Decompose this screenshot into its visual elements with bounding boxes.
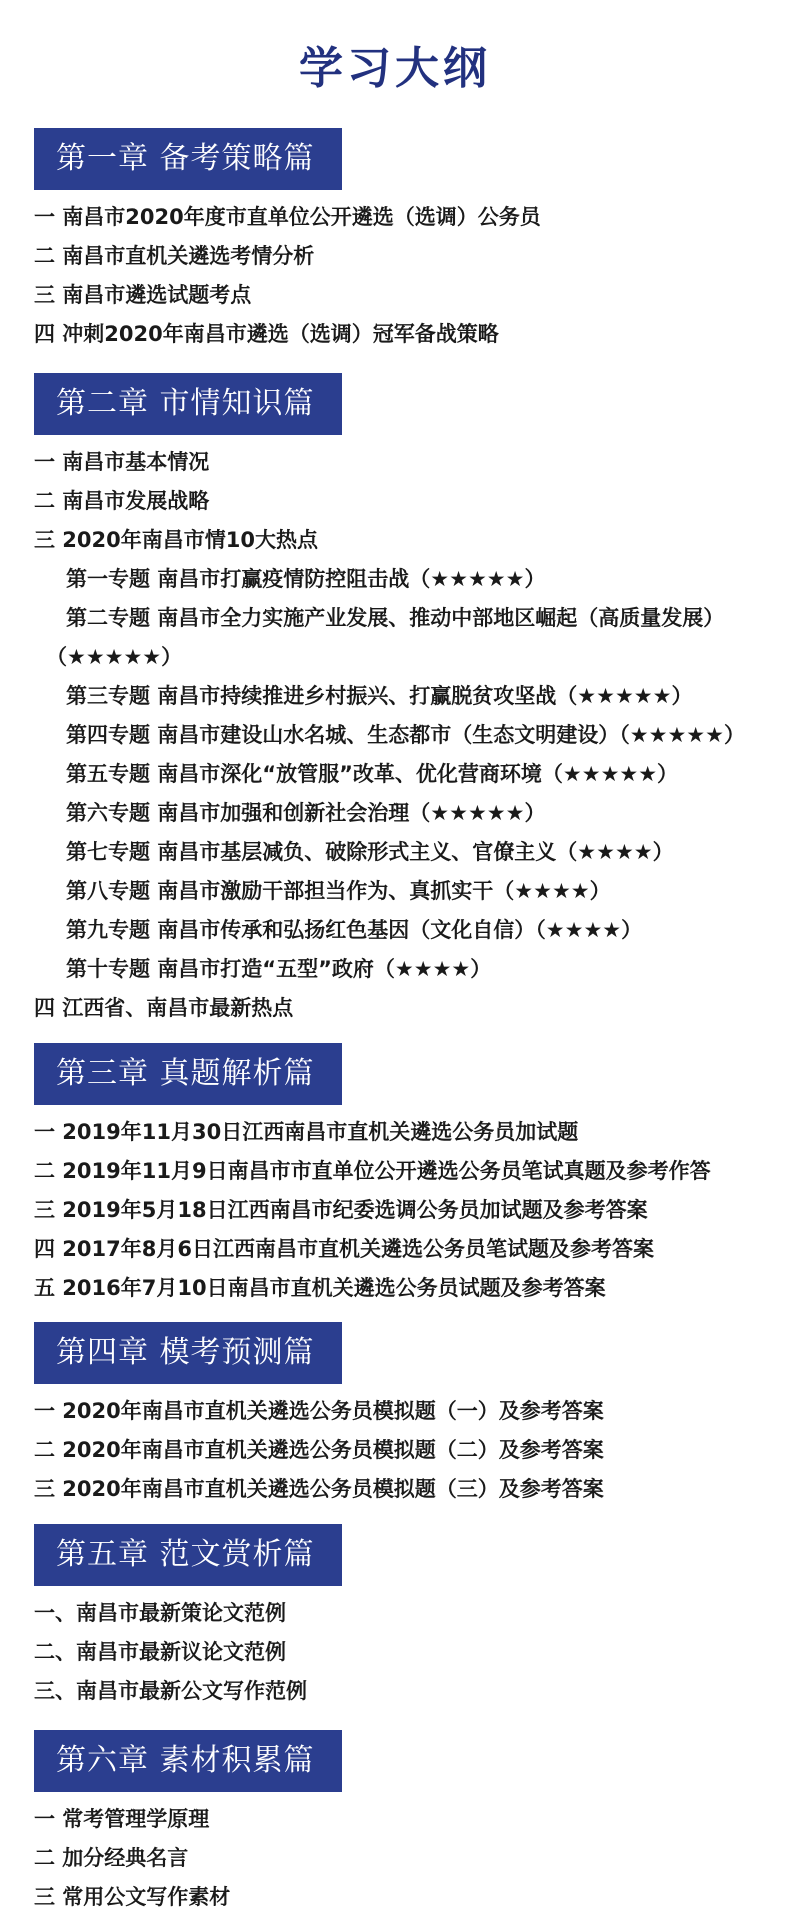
list-item: 二 2020年南昌市直机关遴选公务员模拟题（二）及参考答案 bbox=[34, 1438, 604, 1462]
topic-item: 第一专题 南昌市打赢疫情防控阻击战（★★★★★） bbox=[66, 567, 546, 591]
chapter-heading: 第五章 范文赏析篇 bbox=[34, 1524, 342, 1586]
topic-item: 第五专题 南昌市深化“放管服”改革、优化营商环境（★★★★★） bbox=[66, 762, 679, 786]
list-item: 三 2019年5月18日江西南昌市纪委选调公务员加试题及参考答案 bbox=[34, 1198, 648, 1222]
list-item: 四 冲刺2020年南昌市遴选（选调）冠军备战策略 bbox=[34, 322, 499, 346]
chapter-4-list bbox=[0, 1392, 604, 1509]
topic-item: 第二专题 南昌市全力实施产业发展、推动中部地区崛起（高质量发展） bbox=[66, 606, 725, 630]
list-item: 二 南昌市直机关遴选考情分析 bbox=[34, 244, 315, 268]
topic-item: 第九专题 南昌市传承和弘扬红色基因（文化自信）（★★★★） bbox=[66, 918, 643, 942]
chapter-5-list bbox=[0, 1594, 342, 1711]
chapter-2-section bbox=[0, 373, 745, 1028]
list-item: 五 2016年7月10日南昌市直机关遴选公务员试题及参考答案 bbox=[34, 1276, 606, 1300]
chapter-3-list bbox=[0, 1113, 711, 1308]
chapter-heading: 第六章 素材积累篇 bbox=[34, 1730, 342, 1792]
list-item: 一 南昌市2020年度市直单位公开遴选（选调）公务员 bbox=[34, 205, 541, 229]
chapter-heading: 第二章 市情知识篇 bbox=[34, 373, 342, 435]
chapter-4-section bbox=[0, 1322, 604, 1509]
list-item: 三 南昌市遴选试题考点 bbox=[34, 283, 252, 307]
list-item: 三 2020年南昌市情10大热点 bbox=[34, 528, 318, 552]
list-item: 四 2017年8月6日江西南昌市直机关遴选公务员笔试题及参考答案 bbox=[34, 1237, 654, 1261]
list-item: 二、南昌市最新议论文范例 bbox=[34, 1640, 286, 1664]
list-item: 二 加分经典名言 bbox=[34, 1846, 189, 1870]
list-item: 三、南昌市最新公文写作范例 bbox=[34, 1679, 307, 1703]
chapter-6-section bbox=[0, 1730, 342, 1917]
topic-item: 第七专题 南昌市基层减负、破除形式主义、官僚主义（★★★★） bbox=[66, 840, 674, 864]
list-item: 三 常用公文写作素材 bbox=[34, 1885, 231, 1909]
chapter-heading: 第一章 备考策略篇 bbox=[34, 128, 342, 190]
list-item: 二 2019年11月9日南昌市市直单位公开遴选公务员笔试真题及参考作答 bbox=[34, 1159, 711, 1183]
list-item: 一 2019年11月30日江西南昌市直机关遴选公务员加试题 bbox=[34, 1120, 579, 1144]
topic-item: 第十专题 南昌市打造“五型”政府（★★★★） bbox=[66, 957, 492, 981]
chapter-6-list bbox=[0, 1800, 342, 1917]
topic-item: 第三专题 南昌市持续推进乡村振兴、打赢脱贫攻坚战（★★★★★） bbox=[66, 684, 693, 708]
chapter-2-list bbox=[0, 443, 745, 1028]
topic-item: 第八专题 南昌市激励干部担当作为、真抓实干（★★★★） bbox=[66, 879, 611, 903]
topic-item-continuation: （★★★★★） bbox=[46, 645, 183, 669]
topic-item: 第六专题 南昌市加强和创新社会治理（★★★★★） bbox=[66, 801, 546, 825]
list-item: 一 2020年南昌市直机关遴选公务员模拟题（一）及参考答案 bbox=[34, 1399, 604, 1423]
chapter-heading: 第三章 真题解析篇 bbox=[34, 1043, 342, 1105]
list-item: 一 常考管理学原理 bbox=[34, 1807, 210, 1831]
chapter-5-section bbox=[0, 1524, 342, 1711]
list-item: 一、南昌市最新策论文范例 bbox=[34, 1601, 286, 1625]
page-title: 学习大纲 bbox=[299, 43, 491, 94]
topic-item: 第四专题 南昌市建设山水名城、生态都市（生态文明建设）（★★★★★） bbox=[66, 723, 745, 747]
chapter-3-section bbox=[0, 1043, 711, 1308]
list-item: 一 南昌市基本情况 bbox=[34, 450, 210, 474]
list-item: 二 南昌市发展战略 bbox=[34, 489, 210, 513]
chapter-1-list bbox=[0, 198, 541, 354]
chapter-1-section bbox=[0, 128, 541, 354]
chapter-heading: 第四章 模考预测篇 bbox=[34, 1322, 342, 1384]
list-item: 三 2020年南昌市直机关遴选公务员模拟题（三）及参考答案 bbox=[34, 1477, 604, 1501]
list-item: 四 江西省、南昌市最新热点 bbox=[34, 996, 294, 1020]
